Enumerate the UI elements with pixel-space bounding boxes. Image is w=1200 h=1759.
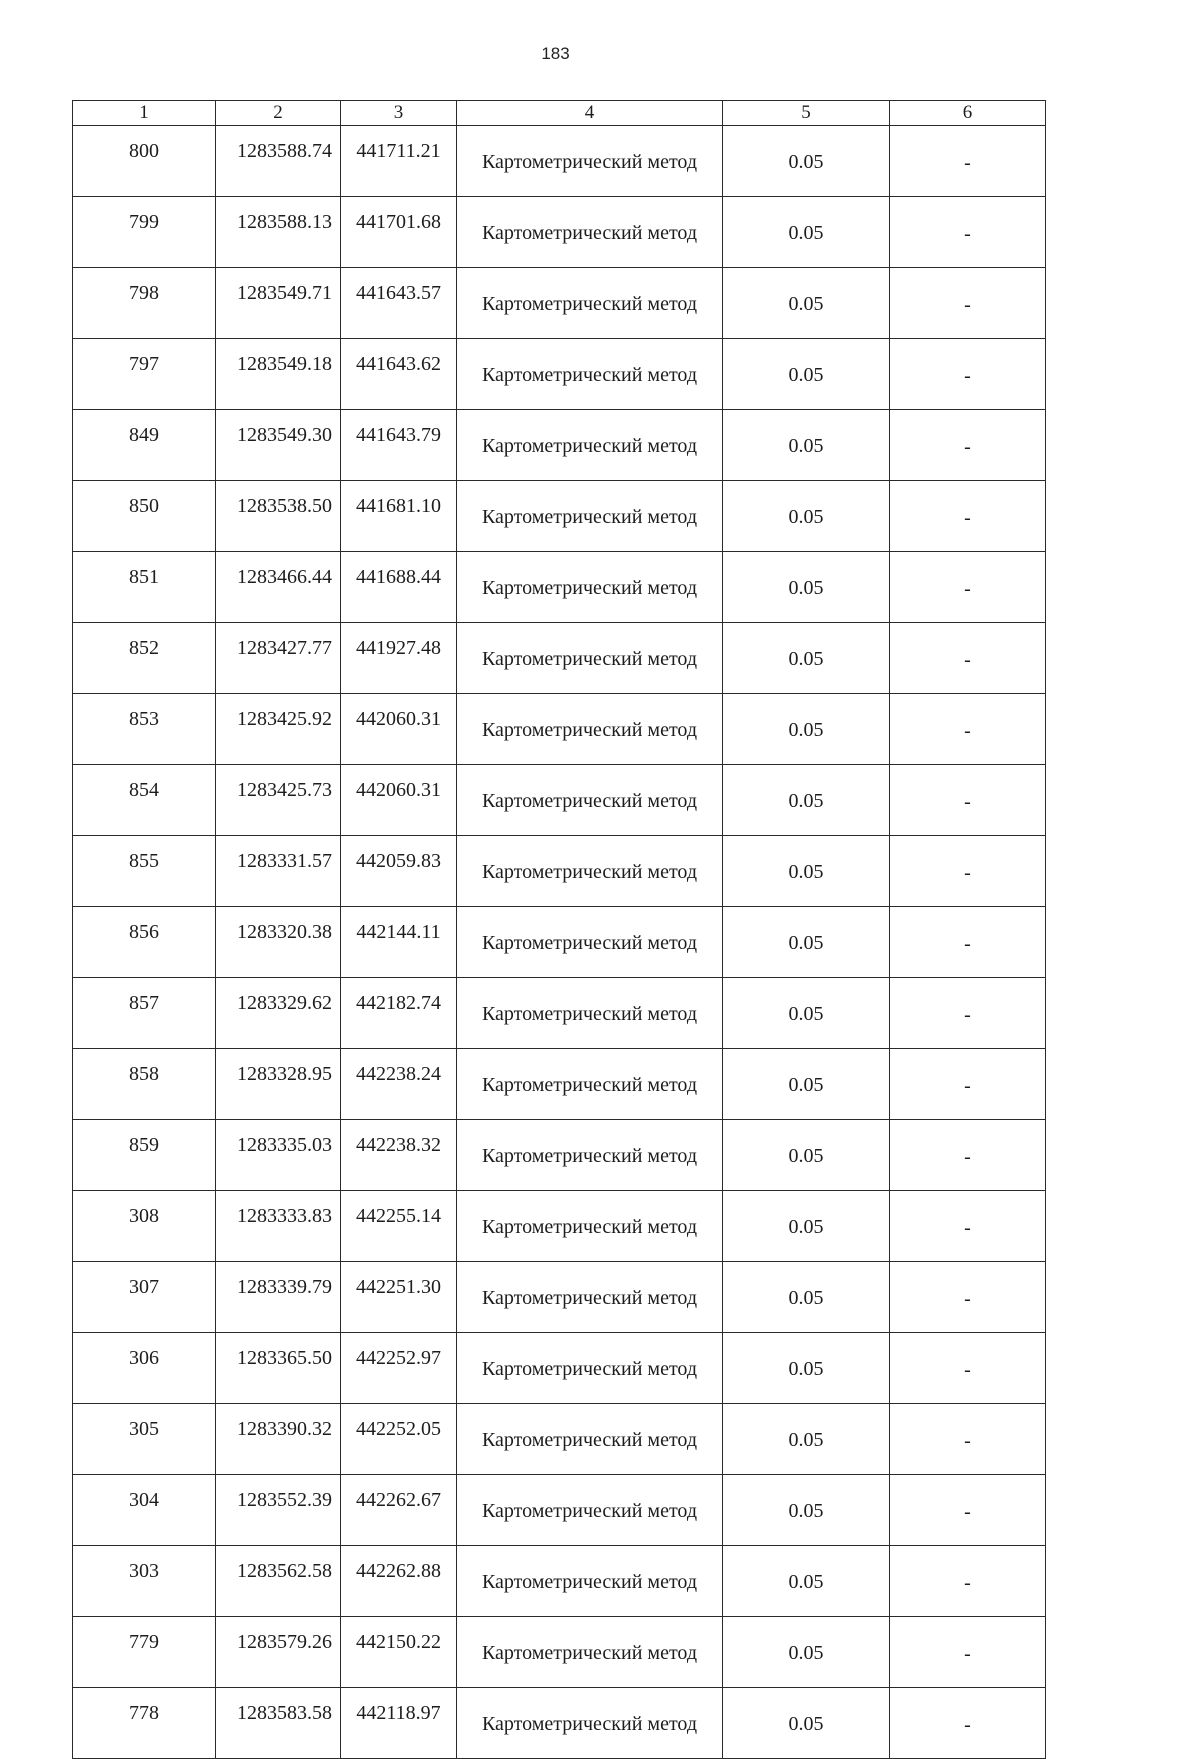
table-body [73, 126, 1046, 1759]
note-cell: - [890, 197, 1046, 268]
method-cell: Картометрический метод [457, 1049, 723, 1120]
accuracy-cell: 0.05 [723, 1120, 890, 1191]
method-cell: Картометрический метод [457, 339, 723, 410]
accuracy-cell: 0.05 [723, 481, 890, 552]
accuracy-cell: 0.05 [723, 907, 890, 978]
accuracy-cell: 0.05 [723, 978, 890, 1049]
table-row [73, 1262, 1046, 1333]
x-coordinate-cell: 1283549.18 [216, 339, 341, 410]
x-coordinate-cell: 1283562.58 [216, 1546, 341, 1617]
x-coordinate-cell: 1283333.83 [216, 1191, 341, 1262]
accuracy-cell: 0.05 [723, 1475, 890, 1546]
table-row [73, 1688, 1046, 1759]
y-coordinate-cell: 441927.48 [341, 623, 457, 694]
point-number-cell: 856 [73, 907, 216, 978]
note-cell: - [890, 552, 1046, 623]
accuracy-cell: 0.05 [723, 410, 890, 481]
table-row [73, 268, 1046, 339]
table-row [73, 1617, 1046, 1688]
method-cell: Картометрический метод [457, 268, 723, 339]
y-coordinate-cell: 442238.24 [341, 1049, 457, 1120]
table-header-row [73, 101, 1046, 126]
table-row [73, 410, 1046, 481]
note-cell: - [890, 1191, 1046, 1262]
y-coordinate-cell: 442150.22 [341, 1617, 457, 1688]
note-cell: - [890, 1049, 1046, 1120]
note-cell: - [890, 1546, 1046, 1617]
point-number-cell: 778 [73, 1688, 216, 1759]
x-coordinate-cell: 1283425.92 [216, 694, 341, 765]
note-cell: - [890, 1120, 1046, 1191]
table-row [73, 1120, 1046, 1191]
y-coordinate-cell: 442060.31 [341, 765, 457, 836]
table-row [73, 1191, 1046, 1262]
y-coordinate-cell: 442060.31 [341, 694, 457, 765]
accuracy-cell: 0.05 [723, 1404, 890, 1475]
y-coordinate-cell: 442252.97 [341, 1333, 457, 1404]
table-row [73, 126, 1046, 197]
point-number-cell: 853 [73, 694, 216, 765]
y-coordinate-cell: 441688.44 [341, 552, 457, 623]
note-cell: - [890, 268, 1046, 339]
y-coordinate-cell: 442144.11 [341, 907, 457, 978]
note-cell: - [890, 126, 1046, 197]
accuracy-cell: 0.05 [723, 1191, 890, 1262]
accuracy-cell: 0.05 [723, 1546, 890, 1617]
point-number-cell: 852 [73, 623, 216, 694]
point-number-cell: 851 [73, 552, 216, 623]
y-coordinate-cell: 441711.21 [341, 126, 457, 197]
x-coordinate-cell: 1283335.03 [216, 1120, 341, 1191]
table-row [73, 1546, 1046, 1617]
header-col-2: 2 [216, 101, 341, 126]
point-number-cell: 849 [73, 410, 216, 481]
method-cell: Картометрический метод [457, 552, 723, 623]
note-cell: - [890, 1617, 1046, 1688]
point-number-cell: 797 [73, 339, 216, 410]
header-col-4: 4 [457, 101, 723, 126]
y-coordinate-cell: 441701.68 [341, 197, 457, 268]
method-cell: Картометрический метод [457, 694, 723, 765]
point-number-cell: 800 [73, 126, 216, 197]
y-coordinate-cell: 441643.57 [341, 268, 457, 339]
y-coordinate-cell: 442262.88 [341, 1546, 457, 1617]
y-coordinate-cell: 442059.83 [341, 836, 457, 907]
method-cell: Картометрический метод [457, 1475, 723, 1546]
table-row [73, 1333, 1046, 1404]
header-col-1: 1 [73, 101, 216, 126]
table-row [73, 481, 1046, 552]
x-coordinate-cell: 1283329.62 [216, 978, 341, 1049]
accuracy-cell: 0.05 [723, 1049, 890, 1120]
note-cell: - [890, 978, 1046, 1049]
x-coordinate-cell: 1283549.71 [216, 268, 341, 339]
x-coordinate-cell: 1283339.79 [216, 1262, 341, 1333]
accuracy-cell: 0.05 [723, 1688, 890, 1759]
method-cell: Картометрический метод [457, 1546, 723, 1617]
method-cell: Картометрический метод [457, 1404, 723, 1475]
accuracy-cell: 0.05 [723, 552, 890, 623]
x-coordinate-cell: 1283588.13 [216, 197, 341, 268]
note-cell: - [890, 1688, 1046, 1759]
point-number-cell: 798 [73, 268, 216, 339]
x-coordinate-cell: 1283549.30 [216, 410, 341, 481]
table-row [73, 1049, 1046, 1120]
method-cell: Картометрический метод [457, 126, 723, 197]
table-row [73, 907, 1046, 978]
accuracy-cell: 0.05 [723, 197, 890, 268]
point-number-cell: 306 [73, 1333, 216, 1404]
page-number: 183 [541, 44, 570, 63]
accuracy-cell: 0.05 [723, 339, 890, 410]
y-coordinate-cell: 442255.14 [341, 1191, 457, 1262]
y-coordinate-cell: 442251.30 [341, 1262, 457, 1333]
y-coordinate-cell: 442182.74 [341, 978, 457, 1049]
table-row [73, 1404, 1046, 1475]
table-row [73, 623, 1046, 694]
point-number-cell: 307 [73, 1262, 216, 1333]
table-row [73, 978, 1046, 1049]
x-coordinate-cell: 1283328.95 [216, 1049, 341, 1120]
y-coordinate-cell: 441643.62 [341, 339, 457, 410]
table-row [73, 552, 1046, 623]
note-cell: - [890, 1404, 1046, 1475]
y-coordinate-cell: 442118.97 [341, 1688, 457, 1759]
point-number-cell: 303 [73, 1546, 216, 1617]
x-coordinate-cell: 1283579.26 [216, 1617, 341, 1688]
method-cell: Картометрический метод [457, 481, 723, 552]
header-col-6: 6 [890, 101, 1046, 126]
x-coordinate-cell: 1283552.39 [216, 1475, 341, 1546]
note-cell: - [890, 836, 1046, 907]
x-coordinate-cell: 1283466.44 [216, 552, 341, 623]
method-cell: Картометрический метод [457, 765, 723, 836]
x-coordinate-cell: 1283538.50 [216, 481, 341, 552]
note-cell: - [890, 907, 1046, 978]
note-cell: - [890, 623, 1046, 694]
header-col-3: 3 [341, 101, 457, 126]
accuracy-cell: 0.05 [723, 836, 890, 907]
coordinates-table [72, 100, 1046, 1759]
point-number-cell: 305 [73, 1404, 216, 1475]
table-row [73, 836, 1046, 907]
method-cell: Картометрический метод [457, 1688, 723, 1759]
table-row [73, 339, 1046, 410]
method-cell: Картометрический метод [457, 1191, 723, 1262]
point-number-cell: 858 [73, 1049, 216, 1120]
y-coordinate-cell: 442238.32 [341, 1120, 457, 1191]
method-cell: Картометрический метод [457, 1262, 723, 1333]
x-coordinate-cell: 1283331.57 [216, 836, 341, 907]
table-row [73, 694, 1046, 765]
x-coordinate-cell: 1283583.58 [216, 1688, 341, 1759]
method-cell: Картометрический метод [457, 197, 723, 268]
point-number-cell: 304 [73, 1475, 216, 1546]
method-cell: Картометрический метод [457, 1120, 723, 1191]
note-cell: - [890, 339, 1046, 410]
x-coordinate-cell: 1283320.38 [216, 907, 341, 978]
x-coordinate-cell: 1283427.77 [216, 623, 341, 694]
x-coordinate-cell: 1283588.74 [216, 126, 341, 197]
method-cell: Картометрический метод [457, 836, 723, 907]
accuracy-cell: 0.05 [723, 1617, 890, 1688]
method-cell: Картометрический метод [457, 1333, 723, 1404]
point-number-cell: 799 [73, 197, 216, 268]
note-cell: - [890, 481, 1046, 552]
method-cell: Картометрический метод [457, 907, 723, 978]
accuracy-cell: 0.05 [723, 765, 890, 836]
accuracy-cell: 0.05 [723, 1333, 890, 1404]
accuracy-cell: 0.05 [723, 694, 890, 765]
note-cell: - [890, 694, 1046, 765]
point-number-cell: 859 [73, 1120, 216, 1191]
note-cell: - [890, 765, 1046, 836]
accuracy-cell: 0.05 [723, 126, 890, 197]
note-cell: - [890, 1262, 1046, 1333]
y-coordinate-cell: 441643.79 [341, 410, 457, 481]
point-number-cell: 850 [73, 481, 216, 552]
table-row [73, 765, 1046, 836]
header-col-5: 5 [723, 101, 890, 126]
x-coordinate-cell: 1283365.50 [216, 1333, 341, 1404]
note-cell: - [890, 1475, 1046, 1546]
point-number-cell: 855 [73, 836, 216, 907]
method-cell: Картометрический метод [457, 623, 723, 694]
accuracy-cell: 0.05 [723, 623, 890, 694]
x-coordinate-cell: 1283425.73 [216, 765, 341, 836]
method-cell: Картометрический метод [457, 1617, 723, 1688]
table-row [73, 1475, 1046, 1546]
point-number-cell: 779 [73, 1617, 216, 1688]
point-number-cell: 857 [73, 978, 216, 1049]
y-coordinate-cell: 442252.05 [341, 1404, 457, 1475]
point-number-cell: 308 [73, 1191, 216, 1262]
accuracy-cell: 0.05 [723, 1262, 890, 1333]
y-coordinate-cell: 442262.67 [341, 1475, 457, 1546]
table-row [73, 197, 1046, 268]
method-cell: Картометрический метод [457, 978, 723, 1049]
accuracy-cell: 0.05 [723, 268, 890, 339]
y-coordinate-cell: 441681.10 [341, 481, 457, 552]
note-cell: - [890, 1333, 1046, 1404]
note-cell: - [890, 410, 1046, 481]
point-number-cell: 854 [73, 765, 216, 836]
x-coordinate-cell: 1283390.32 [216, 1404, 341, 1475]
method-cell: Картометрический метод [457, 410, 723, 481]
